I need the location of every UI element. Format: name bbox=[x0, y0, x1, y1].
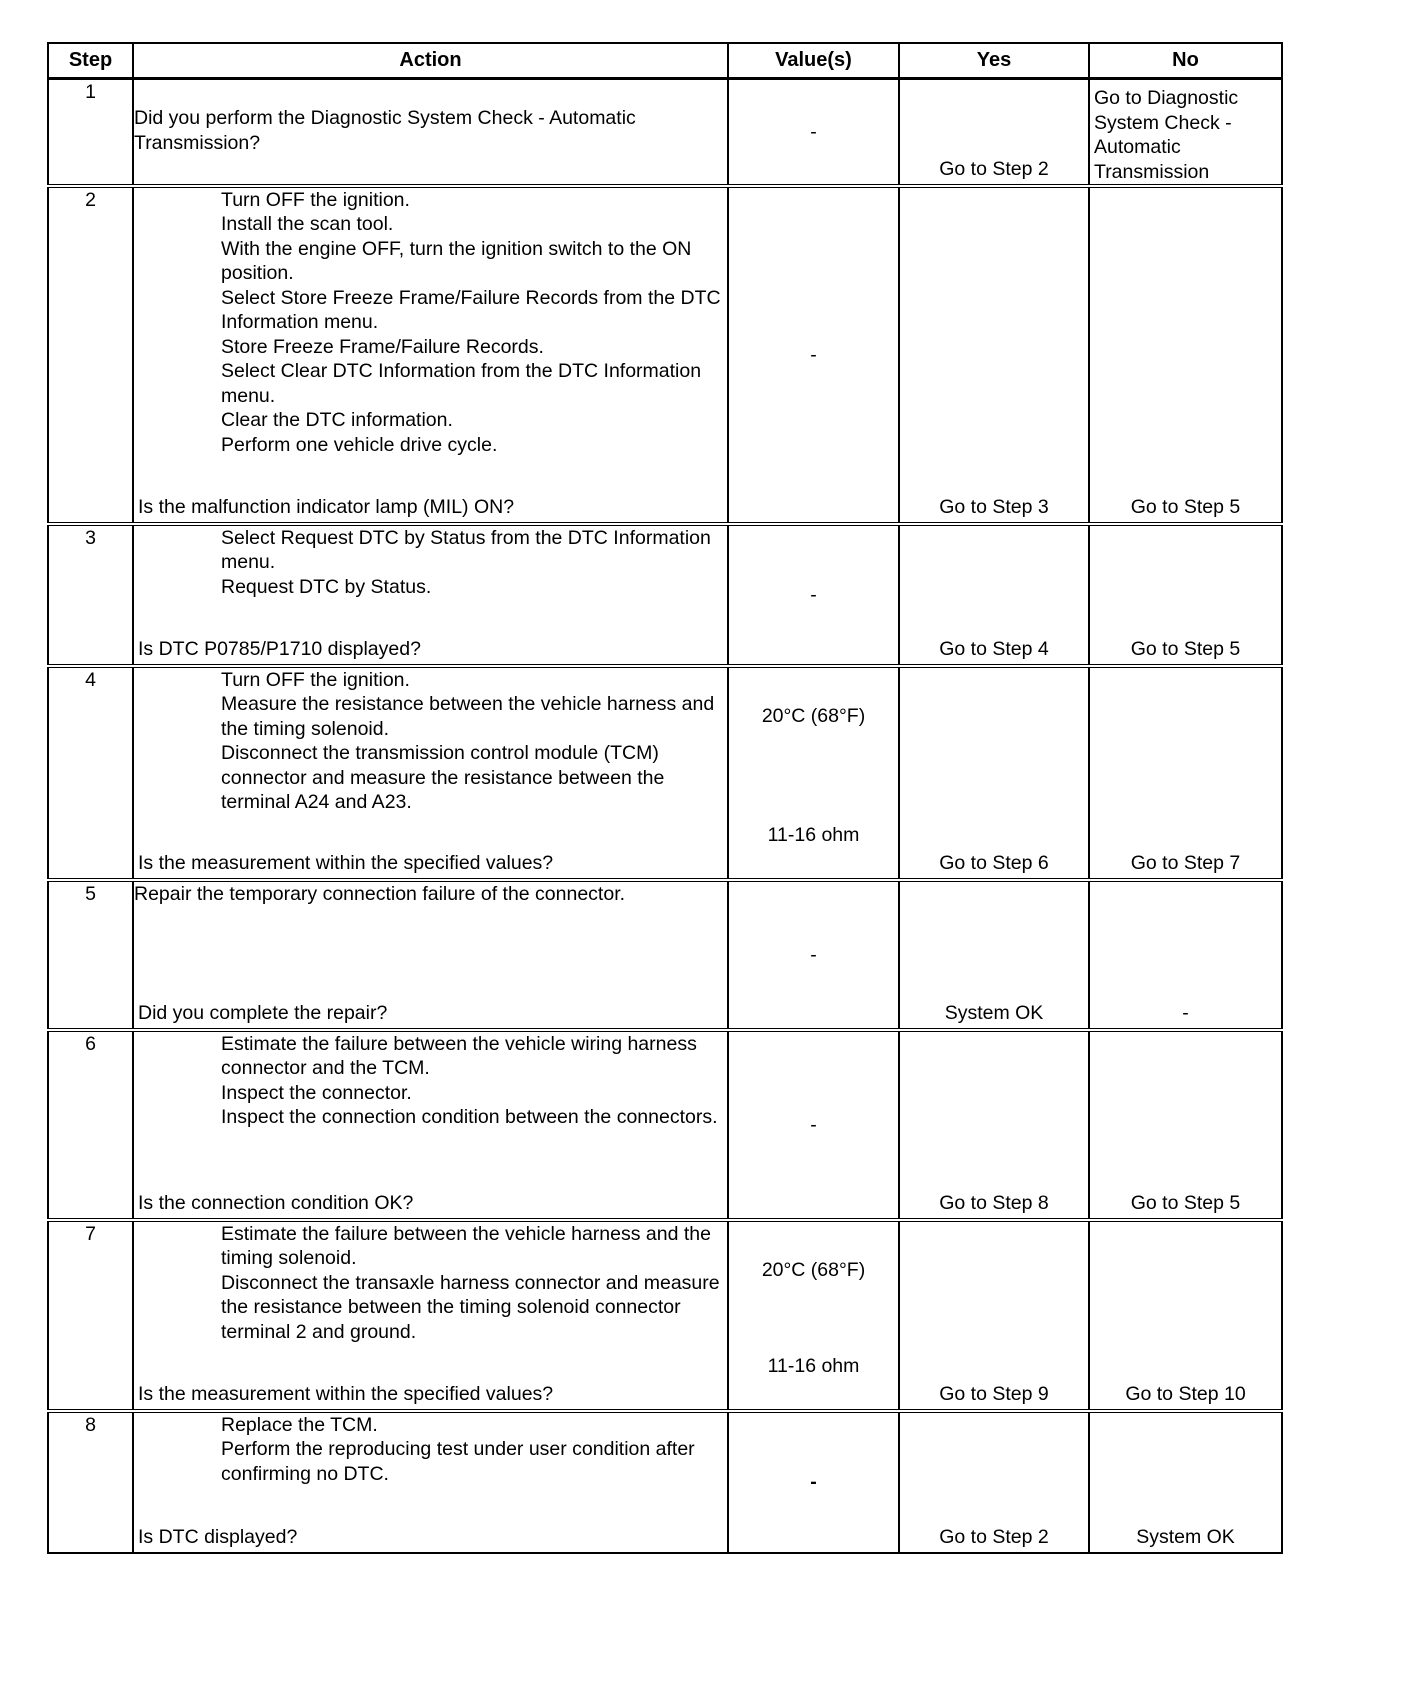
no-text: Go to Step 5 bbox=[1130, 638, 1241, 660]
value-cell bbox=[728, 666, 899, 880]
action-substep: Clear the DTC information. bbox=[221, 409, 453, 431]
table-row bbox=[48, 79, 1282, 186]
action-substep: Replace the TCM. bbox=[221, 1413, 378, 1436]
header-no: No bbox=[1089, 43, 1282, 79]
action-substep: Estimate the failure between the vehicle harness and the timing solenoid. bbox=[221, 1222, 711, 1269]
action-question: Is the measurement within the specified values? bbox=[138, 852, 554, 874]
action-cell bbox=[133, 1411, 728, 1553]
yes-text: Go to Step 9 bbox=[939, 1383, 1049, 1405]
action-cell bbox=[133, 666, 728, 880]
value-text: - bbox=[810, 583, 817, 606]
no-text: Go to Step 5 bbox=[1130, 1192, 1241, 1214]
action-question: Is DTC displayed? bbox=[138, 1526, 298, 1548]
no-text: Go to Step 7 bbox=[1130, 852, 1241, 874]
action-cell bbox=[133, 1220, 728, 1411]
yes-cell bbox=[899, 1030, 1089, 1220]
action-question: Is the connection condition OK? bbox=[138, 1192, 414, 1214]
yes-cell bbox=[899, 79, 1089, 186]
action-question: Is the measurement within the specified values? bbox=[138, 1383, 554, 1405]
action-substep: With the engine OFF, turn the ignition switch to the ON position. bbox=[221, 237, 692, 284]
action-cell bbox=[133, 880, 728, 1030]
yes-cell bbox=[899, 186, 1089, 524]
yes-text: Go to Step 8 bbox=[939, 1192, 1049, 1214]
table-row bbox=[48, 1411, 1282, 1553]
temperature-value: 20°C (68°F) bbox=[761, 1258, 866, 1281]
yes-text: Go to Step 2 bbox=[939, 158, 1049, 180]
value-text: - bbox=[810, 343, 817, 366]
no-cell bbox=[1089, 880, 1282, 1030]
table-row bbox=[48, 186, 1282, 524]
no-text: - bbox=[1182, 1002, 1189, 1024]
action-substep: Inspect the connector. bbox=[221, 1081, 412, 1104]
value-cell bbox=[728, 1030, 899, 1220]
action-substep: Select Store Freeze Frame/Failure Records from the DTC Information menu. bbox=[221, 286, 721, 333]
value-cell bbox=[728, 79, 899, 186]
table-row bbox=[48, 880, 1282, 1030]
value-text: - bbox=[810, 943, 817, 966]
value-cell bbox=[728, 880, 899, 1030]
action-cell bbox=[133, 79, 728, 186]
no-cell bbox=[1089, 666, 1282, 880]
value-cell bbox=[728, 1411, 899, 1553]
step-number: 4 bbox=[48, 666, 133, 880]
action-substeps bbox=[134, 188, 727, 458]
action-substeps bbox=[134, 668, 727, 815]
step-number: 5 bbox=[48, 880, 133, 1030]
header-yes: Yes bbox=[899, 43, 1089, 79]
action-substep: Disconnect the transaxle harness connector and measure the resistance between the timing solenoid connector terminal 2 and ground. bbox=[221, 1271, 720, 1343]
action-question: Did you complete the repair? bbox=[138, 1002, 388, 1024]
yes-text: Go to Step 6 bbox=[939, 852, 1049, 874]
action-cell bbox=[133, 524, 728, 666]
yes-text: Go to Step 3 bbox=[939, 496, 1049, 518]
step-number: 1 bbox=[48, 79, 133, 186]
no-text: Go to Step 5 bbox=[1130, 496, 1241, 518]
action-instruction: Repair the temporary connection failure of the connector. bbox=[134, 882, 626, 905]
step-number: 8 bbox=[48, 1411, 133, 1553]
no-cell bbox=[1089, 524, 1282, 666]
action-substep: Disconnect the transmission control module (TCM) connector and measure the resistance between the terminal A24 and A23. bbox=[221, 742, 665, 813]
action-substeps bbox=[134, 1413, 727, 1487]
table-row bbox=[48, 666, 1282, 880]
action-substep: Turn OFF the ignition. bbox=[221, 668, 410, 691]
value-text: - bbox=[810, 1113, 817, 1136]
yes-cell bbox=[899, 880, 1089, 1030]
action-substep: Measure the resistance between the vehicle harness and the timing solenoid. bbox=[221, 693, 715, 740]
yes-cell bbox=[899, 666, 1089, 880]
action-substep: Estimate the failure between the vehicle wiring harness connector and the TCM. bbox=[221, 1032, 697, 1079]
action-substep: Store Freeze Frame/Failure Records. bbox=[221, 335, 544, 358]
value-text: - bbox=[810, 1470, 817, 1493]
diagnostic-table bbox=[47, 42, 1283, 1554]
action-cell bbox=[133, 1030, 728, 1220]
value-cell bbox=[728, 1220, 899, 1411]
step-number: 6 bbox=[48, 1030, 133, 1220]
no-cell bbox=[1089, 1411, 1282, 1553]
action-substep: Perform the reproducing test under user condition after confirming no DTC. bbox=[221, 1438, 695, 1485]
action-substeps bbox=[134, 1222, 727, 1345]
action-substeps bbox=[134, 526, 727, 600]
value-cell bbox=[728, 524, 899, 666]
header-step: Step bbox=[48, 43, 133, 79]
step-number: 3 bbox=[48, 524, 133, 666]
temperature-value: 20°C (68°F) bbox=[761, 704, 866, 727]
yes-text: Go to Step 2 bbox=[939, 1526, 1049, 1548]
header-action: Action bbox=[133, 43, 728, 79]
action-substep: Select Clear DTC Information from the DTC Information menu. bbox=[221, 360, 702, 407]
action-substep: Select Request DTC by Status from the DTC Information menu. bbox=[221, 526, 711, 573]
value-text: - bbox=[810, 120, 817, 143]
step-number: 7 bbox=[48, 1220, 133, 1411]
yes-cell bbox=[899, 1411, 1089, 1553]
no-text: Go to Diagnostic System Check - Automatic Transmission bbox=[1094, 87, 1239, 183]
no-cell bbox=[1089, 79, 1282, 186]
step-number: 2 bbox=[48, 186, 133, 524]
no-cell bbox=[1089, 186, 1282, 524]
action-question: Did you perform the Diagnostic System Check - Automatic Transmission? bbox=[134, 107, 636, 154]
action-substeps bbox=[134, 1032, 727, 1130]
action-substep: Inspect the connection condition between the connectors. bbox=[221, 1106, 718, 1128]
action-question: Is the malfunction indicator lamp (MIL) ON? bbox=[138, 496, 515, 518]
resistance-value: 11-16 ohm bbox=[767, 824, 860, 846]
no-text: Go to Step 10 bbox=[1125, 1383, 1246, 1405]
resistance-value: 11-16 ohm bbox=[767, 1355, 860, 1377]
no-text: System OK bbox=[1136, 1526, 1235, 1548]
table-header-row bbox=[48, 43, 1282, 79]
table-row bbox=[48, 1030, 1282, 1220]
no-cell bbox=[1089, 1220, 1282, 1411]
yes-text: Go to Step 4 bbox=[939, 638, 1049, 660]
action-substep: Perform one vehicle drive cycle. bbox=[221, 433, 498, 456]
action-substep: Request DTC by Status. bbox=[221, 575, 432, 598]
yes-text: System OK bbox=[944, 1002, 1044, 1024]
action-substep: Turn OFF the ignition. bbox=[221, 188, 410, 211]
table-row bbox=[48, 524, 1282, 666]
value-cell bbox=[728, 186, 899, 524]
action-substep: Install the scan tool. bbox=[221, 213, 394, 235]
yes-cell bbox=[899, 1220, 1089, 1411]
table-row bbox=[48, 1220, 1282, 1411]
action-question: Is DTC P0785/P1710 displayed? bbox=[138, 638, 421, 660]
action-cell bbox=[133, 186, 728, 524]
header-values: Value(s) bbox=[728, 43, 899, 79]
yes-cell bbox=[899, 524, 1089, 666]
no-cell bbox=[1089, 1030, 1282, 1220]
